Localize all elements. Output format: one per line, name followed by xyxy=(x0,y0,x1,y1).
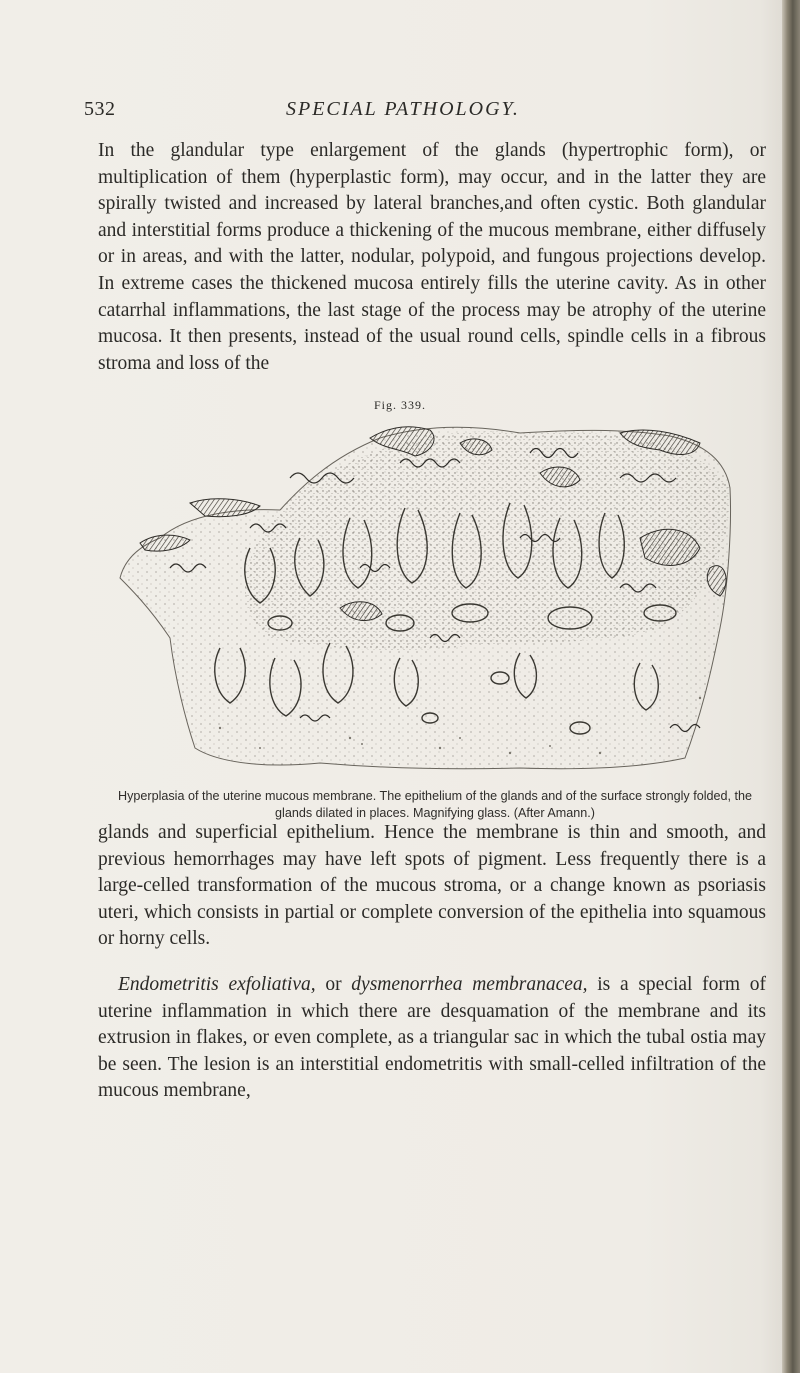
figure-label: Fig. 339. xyxy=(373,398,426,412)
binding-edge xyxy=(782,0,800,1373)
figure-caption: Hyperplasia of the uterine mucous membrane. The epithelium of the glands and of the surface strongly folded, the glands dilated in places. Magnifying glass. (After Amann.) xyxy=(117,789,753,820)
term-endometritis-exfoliativa: Endometritis exfoliativa, xyxy=(118,974,316,995)
term-dysmenorrhea-membranacea: dysmenorrhea membranacea, xyxy=(351,974,588,995)
paragraph-1: In the glandular type enlargement of the glands (hypertrophic form), or multiplication of them (hyperplastic form), may occur, and in the latter they are spirally twisted and increased by lateral branches,and often cystic. Both glandular and interstitial forms produce a thickening of the mucous membrane, either diffusely or in areas, and with the latter, nodular, polypoid, and fungous projections develop. In extreme cases the thickened mucosa entirely fills the uterine cavity. As in other catarrhal inflammations, the last stage of the process may be atrophy of the uterine mucosa. It then presents, instead of the usual round cells, spindle cells in a fibrous stroma and loss of the xyxy=(98,140,766,374)
running-head xyxy=(84,98,768,126)
paragraph-2 xyxy=(98,820,766,953)
term-connector: or xyxy=(315,974,352,995)
running-title: SPECIAL PATHOLOGY. xyxy=(286,98,520,120)
page-number: 532 xyxy=(84,98,116,120)
paragraph-2-text: glands and superficial epithelium. Hence the membrane is thin and smooth, and previous hemorrhages may have left spots of pigment. Less frequently there is a large-celled transformation of the mucous stroma, or a change known as psoriasis uteri, which consists in partial or complete conversion of the epithelia into squamous or horny cells. xyxy=(98,822,766,950)
paragraph-3-rest: is a special form of uterine inflammation in which there are desquamation of the membrane and its extrusion in flakes, or even complete, as a triangular sac in which the tubal ostia may be seen. The lesion is an interstitial endometritis with small-celled infiltration of the mucous membrane, xyxy=(98,974,767,1102)
paragraph-3-text xyxy=(98,972,766,1105)
histology-illustration xyxy=(100,418,740,783)
paragraph-3 xyxy=(98,972,766,1105)
